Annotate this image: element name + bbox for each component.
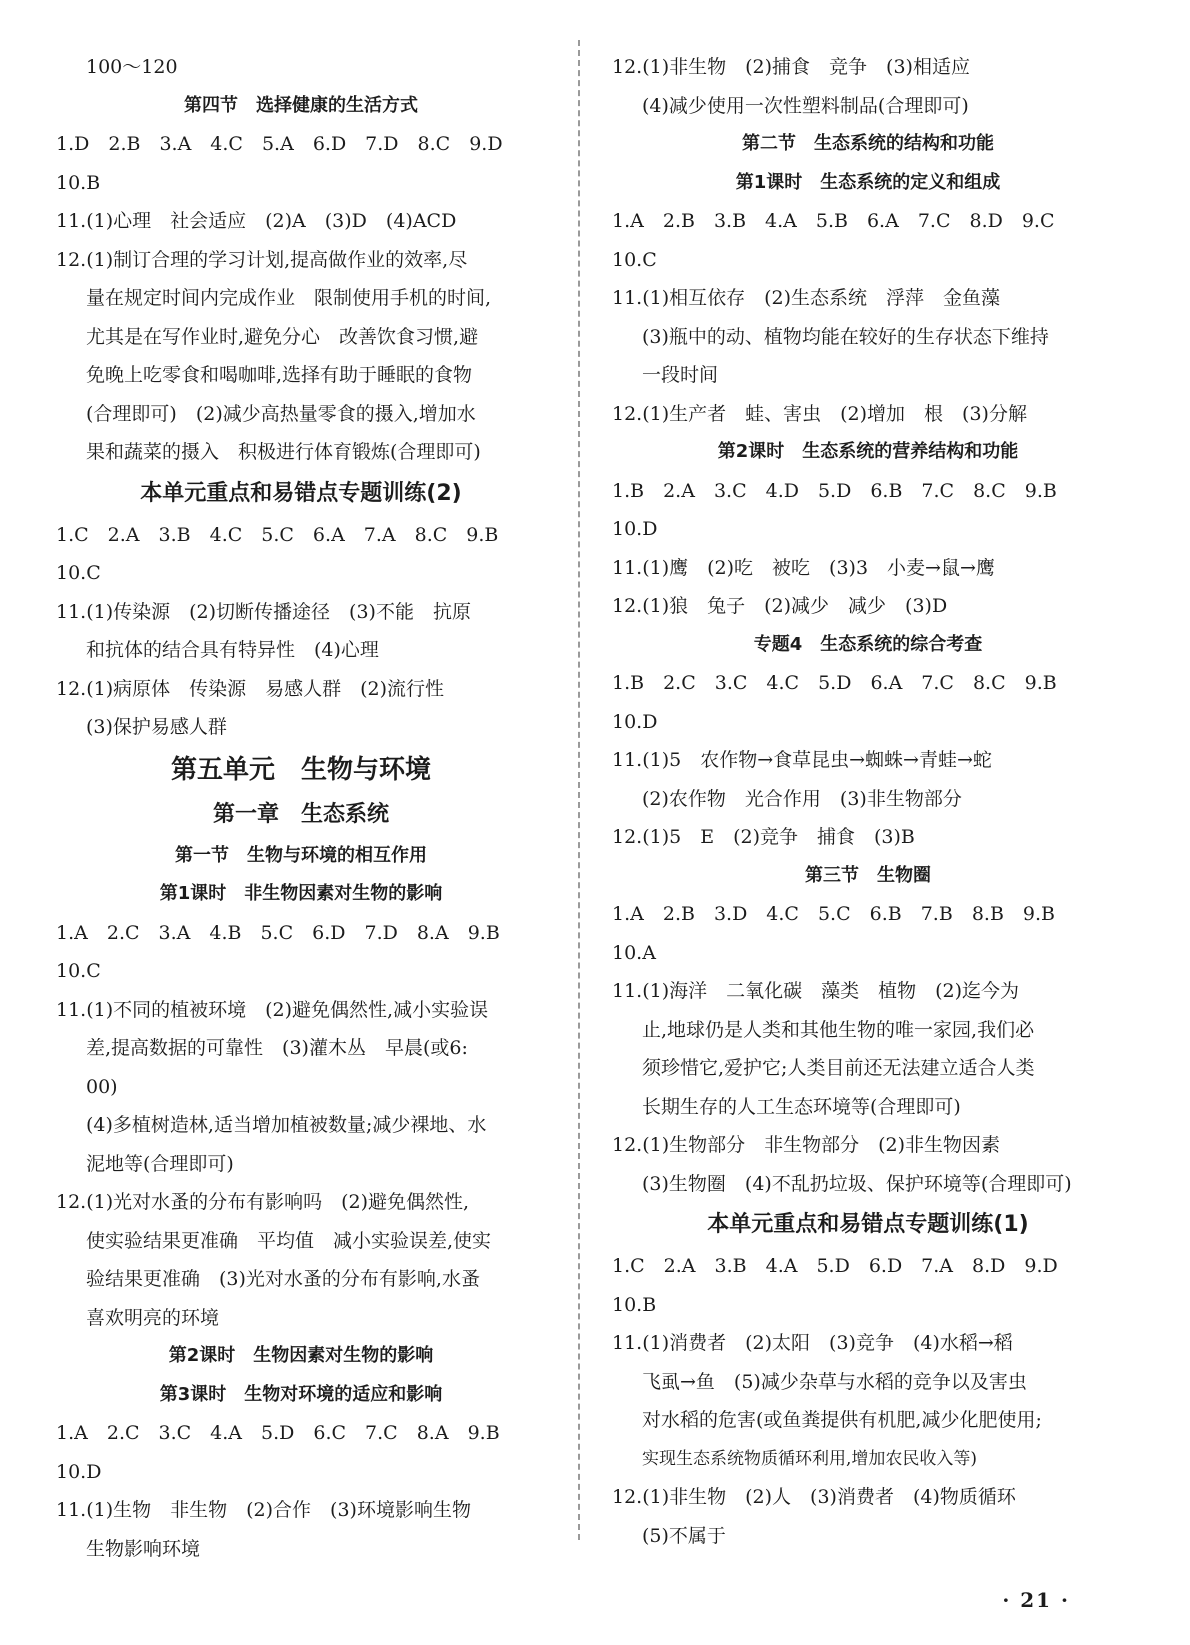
answer-line: 10.D bbox=[612, 518, 658, 540]
answer-line: 1.A 2.B 3.B 4.A 5.B 6.A 7.C 8.D 9.C bbox=[612, 210, 1055, 232]
answer-line: 12.(1)5 E (2)竞争 捕食 (3)B bbox=[612, 826, 915, 848]
right-column bbox=[612, 48, 1124, 1555]
answer-line: 差,提高数据的可靠性 (3)灌木丛 早晨(或6: bbox=[86, 1037, 468, 1059]
answer-line: 10.D bbox=[612, 710, 658, 733]
answer-line: 须珍惜它,爱护它;人类目前还无法建立适合人类 bbox=[642, 1057, 1035, 1079]
answer-line: 11.(1)不同的植被环境 (2)避免偶然性,减小实验误 bbox=[56, 998, 489, 1021]
section-heading: 第三节 生物圈 bbox=[805, 864, 931, 886]
answer-line: 12.(1)狼 兔子 (2)减少 减少 (3)D bbox=[612, 595, 948, 617]
answer-line: 泥地等(合理即可) bbox=[86, 1152, 234, 1175]
section-heading: 本单元重点和易错点专题训练(1) bbox=[707, 1212, 1029, 1237]
answer-line: 12.(1)病原体 传染源 易感人群 (2)流行性 bbox=[56, 677, 445, 700]
answer-line: 实现生态系统物质循环利用,增加农民收入等) bbox=[642, 1448, 978, 1469]
answer-line: 1.B 2.A 3.C 4.D 5.D 6.B 7.C 8.C 9.B bbox=[612, 479, 1057, 502]
answer-line: 11.(1)生物 非生物 (2)合作 (3)环境影响生物 bbox=[56, 1499, 471, 1521]
section-heading: 第1课时 非生物因素对生物的影响 bbox=[159, 883, 443, 904]
answer-line: (4)多植树造林,适当增加植被数量;减少裸地、水 bbox=[86, 1114, 487, 1136]
answer-line: 11.(1)相互依存 (2)生态系统 浮萍 金鱼藻 bbox=[612, 287, 1001, 309]
section-heading: 本单元重点和易错点专题训练(2) bbox=[140, 480, 462, 506]
answer-line: 12.(1)光对水蚤的分布有影响吗 (2)避免偶然性, bbox=[56, 1191, 470, 1213]
section-heading: 第二节 生态系统的结构和功能 bbox=[742, 133, 994, 154]
answer-line: 10.C bbox=[56, 562, 101, 584]
answer-line: 尤其是在写作业时,避免分心 改善饮食习惯,避 bbox=[86, 325, 479, 348]
answer-line: 1.C 2.A 3.B 4.A 5.D 6.D 7.A 8.D 9.D bbox=[612, 1255, 1058, 1277]
answer-line: (3)生物圈 (4)不乱扔垃圾、保护环境等(合理即可) bbox=[642, 1172, 1072, 1195]
answer-line: 11.(1)海洋 二氧化碳 藻类 植物 (2)迄今为 bbox=[612, 980, 1020, 1002]
answer-line: 11.(1)5 农作物→食草昆虫→蜘蛛→青蛙→蛇 bbox=[612, 749, 992, 771]
answer-line: 11.(1)传染源 (2)切断传播途径 (3)不能 抗原 bbox=[56, 600, 471, 623]
section-heading: 专题4 生态系统的综合考查 bbox=[753, 633, 983, 655]
answer-line: 飞虱→鱼 (5)减少杂草与水稻的竞争以及害虫 bbox=[642, 1370, 1027, 1393]
answer-line: 1.C 2.A 3.B 4.C 5.C 6.A 7.A 8.C 9.B bbox=[56, 523, 499, 546]
answer-line: 喜欢明亮的环境 bbox=[86, 1306, 220, 1329]
answer-line: 1.A 2.C 3.A 4.B 5.C 6.D 7.D 8.A 9.B bbox=[56, 921, 500, 944]
answer-line: 10.A bbox=[612, 941, 656, 964]
answer-line: 12.(1)非生物 (2)人 (3)消费者 (4)物质循环 bbox=[612, 1486, 1016, 1508]
answer-line: 1.B 2.C 3.C 4.C 5.D 6.A 7.C 8.C 9.B bbox=[612, 672, 1057, 694]
answer-line: 量在规定时间内完成作业 限制使用手机的时间, bbox=[86, 287, 492, 309]
answer-line: 12.(1)生产者 蛙、害虫 (2)增加 根 (3)分解 bbox=[612, 402, 1027, 425]
answer-line: 10.C bbox=[56, 960, 101, 982]
answer-line: 12.(1)生物部分 非生物部分 (2)非生物因素 bbox=[612, 1134, 1001, 1156]
answer-line: 11.(1)心理 社会适应 (2)A (3)D (4)ACD bbox=[56, 210, 457, 232]
answer-line: 长期生存的人工生态环境等(合理即可) bbox=[642, 1095, 961, 1118]
answer-line: 10.D bbox=[56, 1460, 102, 1483]
answer-line: 生物影响环境 bbox=[86, 1537, 201, 1560]
answer-line: 12.(1)非生物 (2)捕食 竞争 (3)相适应 bbox=[612, 56, 970, 78]
answer-line: 免晚上吃零食和喝咖啡,选择有助于睡眠的食物 bbox=[86, 364, 473, 386]
section-heading: 第五单元 生物与环境 bbox=[170, 754, 431, 785]
answer-line: (合理即可) (2)减少高热量零食的摄入,增加水 bbox=[86, 402, 476, 425]
answer-line: (3)瓶中的动、植物均能在较好的生存状态下维持 bbox=[642, 325, 1049, 348]
answer-line: 1.D 2.B 3.A 4.C 5.A 6.D 7.D 8.C 9.D bbox=[56, 133, 503, 155]
answer-line: (3)保护易感人群 bbox=[86, 716, 227, 738]
answer-line: 10.C bbox=[612, 248, 657, 271]
answer-line: 10.B bbox=[56, 171, 101, 194]
section-heading: 第四节 选择健康的生活方式 bbox=[184, 94, 418, 116]
answer-line: 果和蔬菜的摄入 积极进行体育锻炼(合理即可) bbox=[86, 441, 481, 463]
answer-line: 1.A 2.B 3.D 4.C 5.C 6.B 7.B 8.B 9.B bbox=[612, 903, 1055, 925]
section-heading: 第一章 生态系统 bbox=[212, 801, 389, 827]
answer-line: 止,地球仍是人类和其他生物的唯一家园,我们必 bbox=[642, 1018, 1035, 1041]
section-heading: 第3课时 生物对环境的适应和影响 bbox=[159, 1383, 443, 1405]
answer-line: 使实验结果更准确 平均值 减小实验误差,使实 bbox=[86, 1229, 492, 1252]
column-divider bbox=[578, 40, 580, 1540]
answer-line: (5)不属于 bbox=[642, 1524, 726, 1547]
answer-line: 11.(1)鹰 (2)吃 被吃 (3)3 小麦→鼠→鹰 bbox=[612, 556, 995, 579]
answer-line: (4)减少使用一次性塑料制品(合理即可) bbox=[642, 94, 969, 117]
page-number: · 21 · bbox=[1002, 1588, 1070, 1612]
section-heading: 第2课时 生态系统的营养结构和功能 bbox=[717, 441, 1019, 462]
answer-line: 1.A 2.C 3.C 4.A 5.D 6.C 7.C 8.A 9.B bbox=[56, 1422, 500, 1444]
answer-line: 100～120 bbox=[86, 56, 178, 78]
answer-line: 和抗体的结合具有特异性 (4)心理 bbox=[86, 639, 379, 661]
section-heading: 第一节 生物与环境的相互作用 bbox=[175, 844, 427, 866]
answer-line: 对水稻的危害(或鱼粪提供有机肥,减少化肥使用; bbox=[642, 1409, 1042, 1431]
answer-line: 00) bbox=[86, 1075, 118, 1098]
answer-line: (2)农作物 光合作用 (3)非生物部分 bbox=[642, 787, 962, 810]
answer-line: 11.(1)消费者 (2)太阳 (3)竞争 (4)水稻→稻 bbox=[612, 1332, 1013, 1354]
left-column bbox=[56, 48, 546, 1568]
answer-line: 一段时间 bbox=[642, 364, 719, 386]
section-heading: 第2课时 生物因素对生物的影响 bbox=[168, 1345, 434, 1366]
answer-line: 验结果更准确 (3)光对水蚤的分布有影响,水蚤 bbox=[86, 1268, 480, 1290]
answer-line: 10.B bbox=[612, 1293, 657, 1316]
answer-line: 12.(1)制订合理的学习计划,提高做作业的效率,尽 bbox=[56, 248, 468, 271]
section-heading: 第1课时 生态系统的定义和组成 bbox=[735, 171, 1001, 193]
